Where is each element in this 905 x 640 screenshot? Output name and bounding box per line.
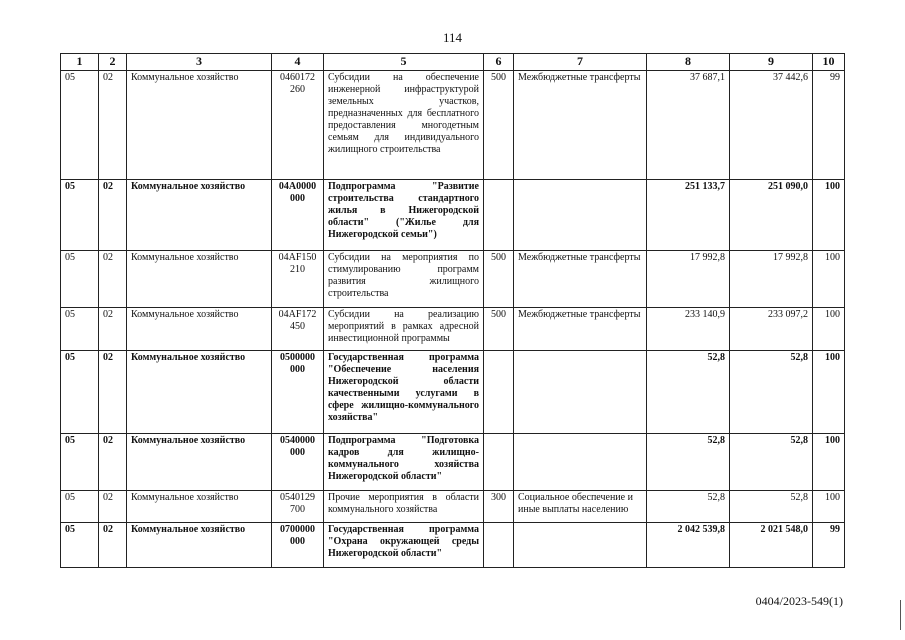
planned-amount: 233 140,9 [647,308,730,351]
document-code: 0404/2023-549(1) [755,594,843,608]
executed-amount: 37 442,6 [730,71,813,180]
expense-type-name [514,434,647,491]
target-article-code: 0540129 700 [272,491,324,523]
subsection-code: 02 [99,434,127,491]
execution-percent: 100 [813,251,845,308]
table-row [61,308,845,351]
column-header: 9 [730,54,813,71]
column-header: 10 [813,54,845,71]
executed-amount: 233 097,2 [730,308,813,351]
column-header: 6 [484,54,514,71]
expense-type-name: Межбюджетные трансферты [514,308,647,351]
subsection-name: Коммунальное хозяйство [127,180,272,251]
executed-amount: 251 090,0 [730,180,813,251]
target-article-code: 0540000 000 [272,434,324,491]
executed-amount: 52,8 [730,351,813,434]
execution-percent: 100 [813,351,845,434]
column-header: 8 [647,54,730,71]
planned-amount: 52,8 [647,351,730,434]
column-header: 4 [272,54,324,71]
target-article-code: 0500000 000 [272,351,324,434]
subsection-code: 02 [99,351,127,434]
article-description: Субсидии на мероприятия по стимулированию программ развития жилищного строительства [324,251,484,308]
subsection-code: 02 [99,251,127,308]
planned-amount: 251 133,7 [647,180,730,251]
section-code: 05 [61,523,99,568]
section-code: 05 [61,491,99,523]
subsection-name: Коммунальное хозяйство [127,434,272,491]
article-description: Подпрограмма "Развитие строительства стандартного жилья в Нижегородской области" ("Жилье для Нижегородской семьи") [324,180,484,251]
column-header: 3 [127,54,272,71]
subsection-code: 02 [99,491,127,523]
article-description: Субсидии на обеспечение инженерной инфраструктурой земельных участков, предназначенных для бесплатного предоставления многодетным семьям для индивидуального жилищного строительства [324,71,484,180]
table-row [61,351,845,434]
column-header: 1 [61,54,99,71]
column-header: 2 [99,54,127,71]
expense-type-code: 500 [484,251,514,308]
expense-type-code [484,523,514,568]
article-description: Подпрограмма "Подготовка кадров для жилищно-коммунального хозяйства Нижегородской области" [324,434,484,491]
execution-percent: 100 [813,308,845,351]
column-header: 7 [514,54,647,71]
expense-type-code: 500 [484,308,514,351]
target-article-code: 0700000 000 [272,523,324,568]
page-number: 114 [442,30,463,45]
column-header: 5 [324,54,484,71]
expense-type-name: Социальное обеспечение и иные выплаты населению [514,491,647,523]
section-code: 05 [61,71,99,180]
expense-type-code: 500 [484,71,514,180]
expense-type-code [484,351,514,434]
planned-amount: 52,8 [647,491,730,523]
execution-percent: 99 [813,523,845,568]
execution-percent: 99 [813,71,845,180]
subsection-code: 02 [99,180,127,251]
section-code: 05 [61,251,99,308]
article-description: Прочие мероприятия в области коммунального хозяйства [324,491,484,523]
expense-type-name [514,180,647,251]
table-row [61,180,845,251]
subsection-code: 02 [99,71,127,180]
execution-percent: 100 [813,491,845,523]
executed-amount: 17 992,8 [730,251,813,308]
expense-type-name: Межбюджетные трансферты [514,251,647,308]
subsection-name: Коммунальное хозяйство [127,491,272,523]
table-row [61,491,845,523]
expense-type-name: Межбюджетные трансферты [514,71,647,180]
table-row [61,434,845,491]
table-row [61,251,845,308]
expense-type-code: 300 [484,491,514,523]
section-code: 05 [61,434,99,491]
execution-percent: 100 [813,434,845,491]
subsection-name: Коммунальное хозяйство [127,351,272,434]
subsection-name: Коммунальное хозяйство [127,523,272,568]
subsection-name: Коммунальное хозяйство [127,71,272,180]
expense-type-code [484,180,514,251]
subsection-name: Коммунальное хозяйство [127,308,272,351]
executed-amount: 2 021 548,0 [730,523,813,568]
table-row [61,523,845,568]
scan-edge-mark [900,600,905,630]
executed-amount: 52,8 [730,434,813,491]
table-row [61,71,845,180]
subsection-name: Коммунальное хозяйство [127,251,272,308]
expense-type-name [514,351,647,434]
section-code: 05 [61,308,99,351]
target-article-code: 04А0000 000 [272,180,324,251]
planned-amount: 37 687,1 [647,71,730,180]
article-description: Государственная программа "Обеспечение населения Нижегородской области качественными услугами в сфере жилищно-коммунального хозяйства" [324,351,484,434]
planned-amount: 17 992,8 [647,251,730,308]
subsection-code: 02 [99,308,127,351]
planned-amount: 2 042 539,8 [647,523,730,568]
section-code: 05 [61,180,99,251]
article-description: Субсидии на реализацию мероприятий в рамках адресной инвестиционной программы [324,308,484,351]
expense-type-code [484,434,514,491]
executed-amount: 52,8 [730,491,813,523]
execution-percent: 100 [813,180,845,251]
planned-amount: 52,8 [647,434,730,491]
target-article-code: 0460172 260 [272,71,324,180]
budget-table [60,53,845,568]
target-article-code: 04АF150 210 [272,251,324,308]
article-description: Государственная программа "Охрана окружающей среды Нижегородской области" [324,523,484,568]
section-code: 05 [61,351,99,434]
subsection-code: 02 [99,523,127,568]
target-article-code: 04АF172 450 [272,308,324,351]
header-row [61,54,845,71]
expense-type-name [514,523,647,568]
